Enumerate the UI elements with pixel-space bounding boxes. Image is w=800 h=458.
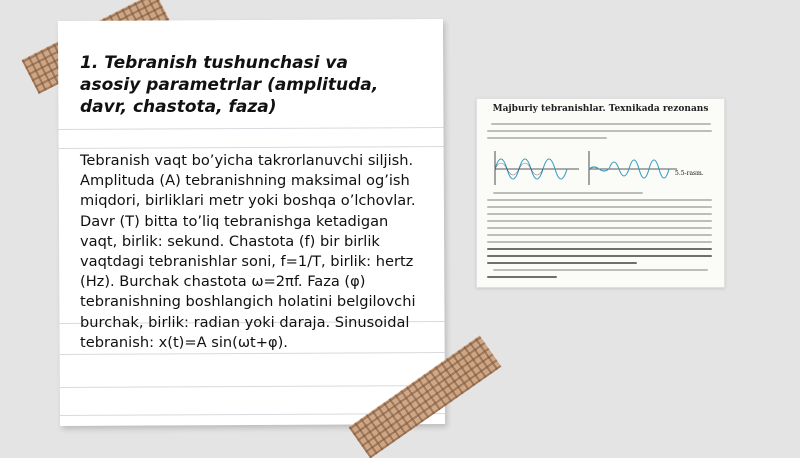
figure-text-line [493,269,708,271]
figure-text-line [487,206,712,208]
paper-rule [60,385,445,388]
figure-text-line [487,234,712,236]
figure-text-line [487,227,712,229]
figure-text-line [491,123,711,125]
paper-rule [59,127,444,130]
figure-text-line [487,255,712,257]
figure-text-line [487,241,712,243]
slide-body-text: Tebranish vaqt bo’yicha takrorlanuvchi siljish. Amplituda (A) tebranishning maksimal og’ish miqdori, birliklari metr yoki boshqa o’lchovlar. Davr (T) bitta to’liq tebranishga ketadigan vaqt, birlik: sekund. Chastota (f) bir birlik vaqtdagi tebranishlar soni, f=1/T, birlik: hertz (Hz). Burchak chastota ω=2πf. Faza (φ) tebranishning boshlangich holatini belgilovchi burchak, birlik: radian yoki daraja. Sinusoidal tebranish: x(t)=A sin(ωt+φ). [80,152,416,351]
figure-text-line [493,192,643,194]
slide-title: 1. Tebranish tushunchasi va asosiy parametrlar (amplituda, davr, chastota, faza) [80,53,379,117]
figure-text-line [487,137,607,139]
figure-text-line [487,220,712,222]
figure-text-line [487,130,712,132]
oscillation-graph [487,147,717,187]
figure-text-line [487,262,637,264]
textbook-figure-image [476,98,725,288]
paper-rule [59,146,444,149]
figure-graph-caption: 5.5-rasm. [675,170,704,177]
figure-title: Majburiy tebranishlar. Texnikada rezonans [492,104,709,114]
figure-text-line [487,276,557,278]
figure-text-line [487,213,712,215]
figure-text-line [487,199,712,201]
figure-text-line [487,248,712,250]
